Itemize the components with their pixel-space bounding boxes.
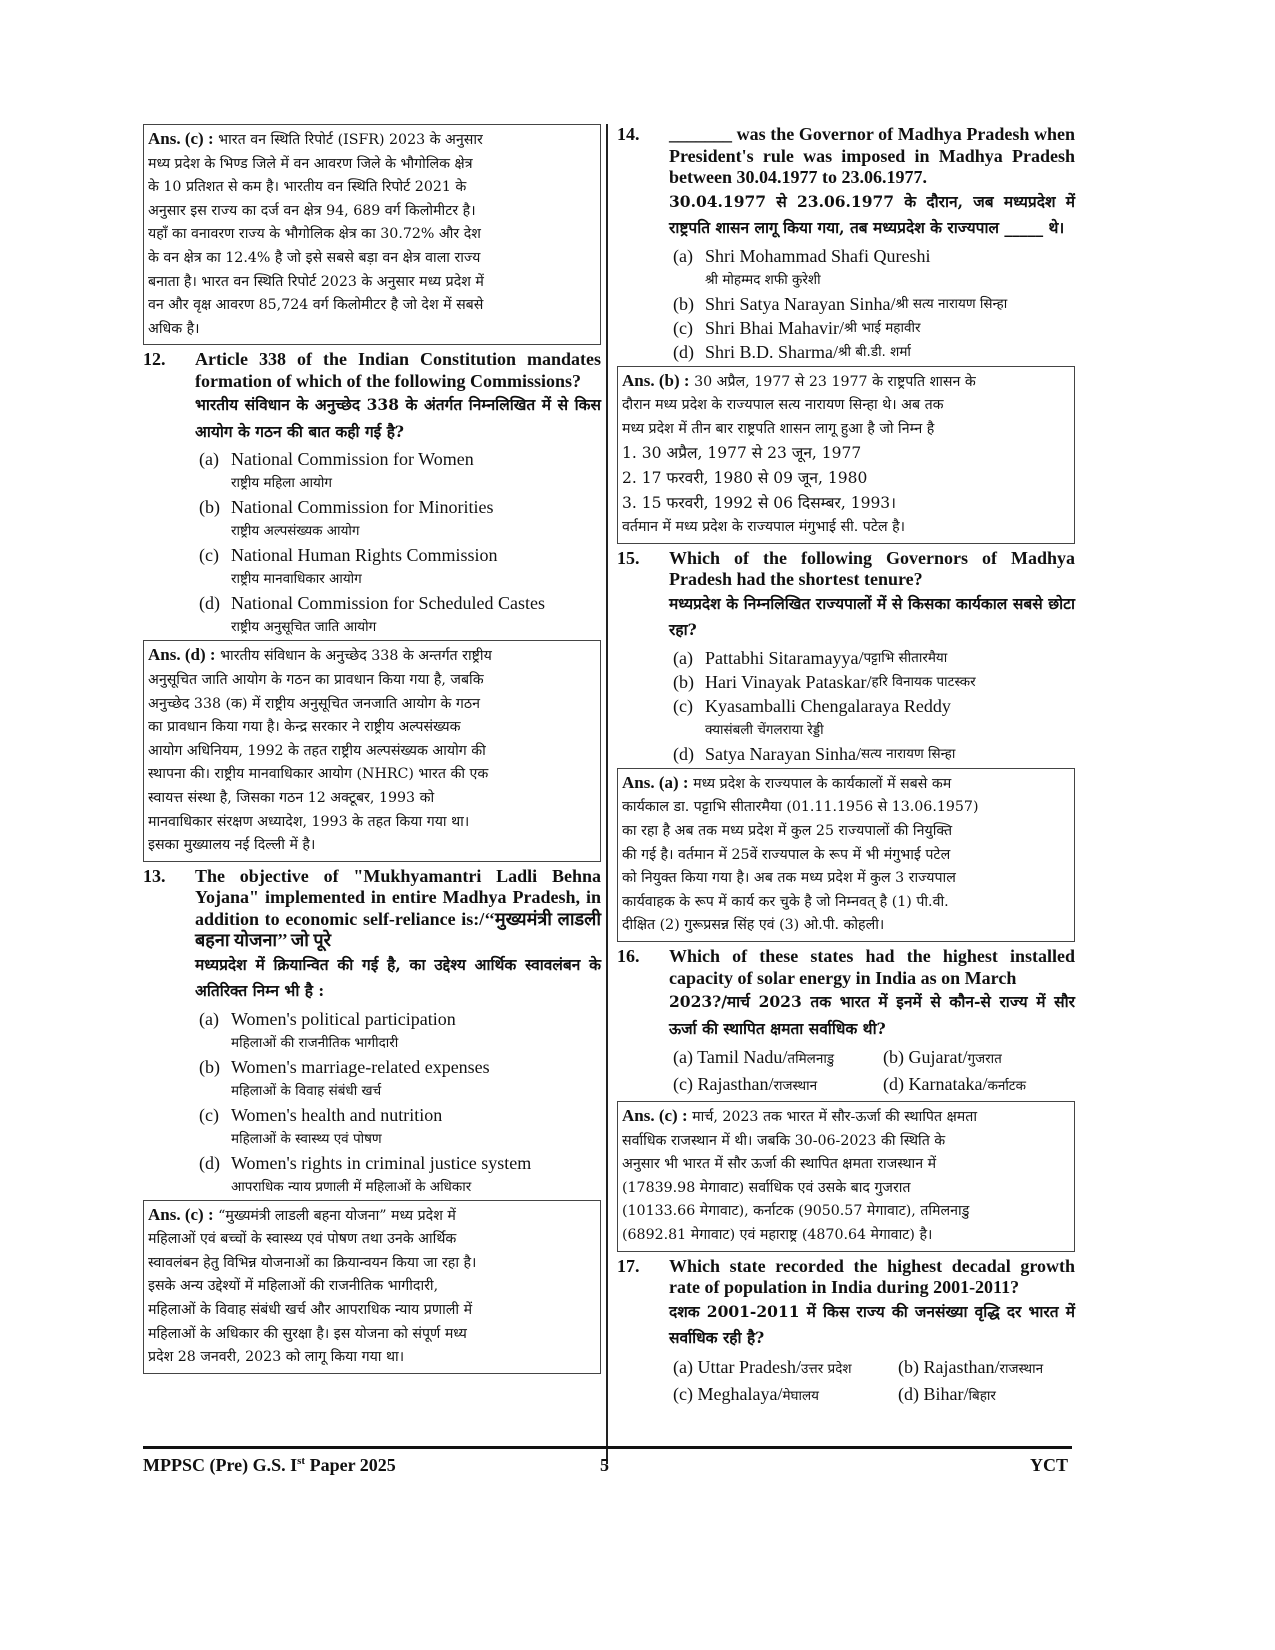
option-d [673, 341, 1075, 364]
option-text-hi: सत्य नारायण सिन्हा [860, 745, 956, 762]
question-text-en: _______ was the Governor of Madhya Pradesh when President's rule was imposed in Madhya Pradesh between 30.04.1977 to 23.06.1977. [669, 124, 1075, 187]
answer-text: अनुसार इस राज्य का दर्ज वन क्षेत्र 94, 689 वर्ग किलोमीटर है। [148, 202, 476, 219]
option-label: (d) [673, 743, 694, 764]
options-q12 [199, 448, 601, 638]
answer-text: यहाँ का वनावरण राज्य के भौगोलिक क्षेत्र का 30.72% और देश [148, 226, 481, 243]
option-c [673, 1382, 898, 1409]
option-text-en: Women's rights in criminal justice system [231, 1152, 532, 1173]
answer-text: कार्यकाल डा. पट्टाभि सीतारमैया (01.11.1956 से 13.06.1957) [622, 799, 979, 816]
option-d [673, 743, 1075, 766]
option-label: (b) [199, 1056, 220, 1077]
option-text-hi: मेघालय [782, 1387, 819, 1404]
answer-text: महिलाओं के विवाह संबंधी खर्च और आपराधिक न्याय प्रणाली में [148, 1302, 473, 1319]
answer-text: 1. 30 अप्रैल, 1977 से 23 जून, 1977 [622, 444, 862, 463]
options-q13 [199, 1008, 601, 1198]
option-text-en: Tamil Nadu/ [697, 1047, 788, 1068]
option-text-en: Kyasamballi Chengalaraya Reddy [705, 695, 951, 716]
option-label: (c) [199, 545, 219, 566]
option-text-en: National Commission for Scheduled Castes [231, 593, 545, 614]
option-d [883, 1072, 1026, 1099]
answer-text: दीक्षित (2) गुरूप्रसन्न सिंह एवं (3) ओ.पी. कोहली। [622, 917, 885, 934]
option-label: (a) [199, 1008, 219, 1029]
option-text-hi: श्री मोहम्मद शफी कुरेशी [705, 271, 821, 288]
option-b [673, 671, 1075, 694]
option-c [673, 695, 1075, 718]
answer-text: मार्च, 2023 तक भारत में सौर-ऊर्जा की स्थापित क्षमता [692, 1109, 978, 1126]
option-b [898, 1355, 1043, 1382]
option-label: (d) [199, 1152, 220, 1173]
option-a [673, 1355, 898, 1382]
option-label: (c) [673, 1074, 693, 1095]
answer-text: के 10 प्रतिशत से कम है। भारतीय वन स्थिति रिपोर्ट 2021 के [148, 179, 467, 196]
option-label: (b) [199, 497, 220, 518]
option-row [673, 1355, 1075, 1382]
answer-text: का रहा है अब तक मध्य प्रदेश में कुल 25 राज्यपालों की नियुक्ति [622, 823, 953, 840]
options-q17 [673, 1355, 1075, 1409]
option-label: (c) [673, 317, 693, 338]
option-label: (b) [898, 1356, 919, 1377]
answer-text: वर्तमान में मध्य प्रदेश के राज्यपाल मंगुभाई सी. पटेल है। [622, 519, 906, 536]
question-14 [617, 124, 1075, 242]
option-text-hi: आपराधिक न्याय प्रणाली में महिलाओं के अधिकार [231, 1178, 472, 1195]
options-q15 [673, 647, 1075, 766]
option-b [199, 496, 601, 519]
option-label: (b) [883, 1047, 904, 1068]
option-label: (a) [673, 647, 693, 668]
option-row [673, 1072, 1075, 1099]
option-text-en: Bihar/ [923, 1383, 969, 1404]
question-text-hi: मध्यप्रदेश में क्रियान्वित की गई है, का उद्देश्य आर्थिक स्वावलंबन के अतिरिक्त निम्न भी है : [195, 954, 601, 1001]
answer-text: कार्यवाहक के रूप में कार्य कर चुके है जो निम्नवत् है (1) पी.वी. [622, 893, 949, 910]
answer-text: दौरान मध्य प्रदेश के राज्यपाल सत्य नारायण सिन्हा थे। अब तक [622, 397, 944, 414]
option-row [673, 1382, 1075, 1409]
option-text-en: Uttar Pradesh/ [697, 1356, 801, 1377]
option-b [883, 1045, 1002, 1072]
question-text-en: Which state recorded the highest decadal growth rate of population in India during 2001-2011? [669, 1255, 1075, 1298]
publisher-name: YCT [1030, 1455, 1069, 1475]
option-label: (a) [673, 1047, 693, 1068]
option-text-en: Gujarat/ [908, 1047, 968, 1068]
option-text-hi: राजस्थान [999, 1360, 1044, 1377]
option-label: (b) [673, 671, 694, 692]
question-number: 13. [143, 865, 166, 886]
left-column [143, 124, 601, 1378]
answer-box-q16 [617, 1101, 1075, 1252]
answer-text: स्थापना की। राष्ट्रीय मानवाधिकार आयोग (NHRC) भारत की एक [148, 766, 489, 783]
answer-text: महिलाओं के अधिकार की सुरक्षा है। इस योजना को संपूर्ण मध्य [148, 1325, 467, 1342]
answer-text: भारत वन स्थिति रिपोर्ट (ISFR) 2023 के अनुसार [218, 132, 483, 148]
question-text-hi: दशक 2001-2011 में किस राज्य की जनसंख्या वृद्धि दर भारत में सर्वाधिक रही है? [669, 1301, 1075, 1348]
option-text-en: Shri Mohammad Shafi Qureshi [705, 245, 931, 266]
option-text-hi: श्री बी.डी. शर्मा [838, 343, 911, 360]
option-text-en: Karnataka/ [908, 1074, 988, 1095]
question-text-hi: भारतीय संविधान के अनुच्छेद 338 के अंतर्गत निम्नलिखित में से किस आयोग के गठन की बात कही गई है? [195, 395, 601, 441]
option-a [673, 1045, 883, 1072]
footer-title-suffix: Paper 2025 [305, 1455, 396, 1475]
answer-text: के वन क्षेत्र का 12.4% है जो इसे सबसे बड़ा वन क्षेत्र वाला राज्य [148, 249, 481, 266]
question-12 [143, 349, 601, 445]
option-text-hi: श्री सत्य नारायण सिन्हा [895, 295, 1008, 312]
answer-text: मानवाधिकार संरक्षण अध्यादेश, 1993 के तहत किया गया था। [148, 813, 470, 830]
option-label: (a) [673, 1356, 693, 1377]
option-text-en: Women's marriage-related expenses [231, 1056, 490, 1077]
question-13 [143, 866, 601, 1005]
option-label: (d) [883, 1074, 904, 1095]
option-d [199, 1152, 601, 1175]
option-label: (c) [673, 695, 693, 716]
answer-box-q15 [617, 768, 1075, 942]
answer-label: Ans. (b) : [622, 370, 690, 390]
footer-exam-title [143, 1455, 396, 1476]
option-text-en: Rajasthan/ [697, 1074, 774, 1095]
question-text-hi: 30.04.1977 से 23.06.1977 के दौरान, जब मध्यप्रदेश में राष्ट्रपति शासन लागू किया गया, तब मध्यप्रदेश के राज्यपाल _____ थे। [669, 191, 1075, 237]
option-text-en: Rajasthan/ [923, 1356, 1000, 1377]
answer-text: आयोग अधिनियम, 1992 के तहत राष्ट्रीय अल्पसंख्यक आयोग की [148, 742, 486, 759]
answer-label: Ans. (c) : [622, 1106, 688, 1126]
answer-text: की गई है। वर्तमान में 25वें राज्यपाल के रूप में भी मंगुभाई पटेल [622, 846, 951, 863]
answer-text: इसके अन्य उद्देश्यों में महिलाओं की राजनीतिक भागीदारी, [148, 1278, 439, 1295]
answer-label: Ans. (d) : [148, 645, 216, 665]
answer-text: (17839.98 मेगावाट) सर्वाधिक एवं उसके बाद गुजरात [622, 1179, 911, 1196]
option-text-en: Satya Narayan Sinha/ [705, 743, 861, 764]
option-text-en: Women's political participation [231, 1008, 456, 1029]
option-label: (b) [673, 293, 694, 314]
question-text-en: Which of these states had the highest installed capacity of solar energy in India as on March [669, 946, 1075, 988]
question-text-hi: 2023?/मार्च 2023 तक भारत में इनमें से कौन-से राज्य में सौर ऊर्जा की स्थापित क्षमता सर्वाधिक थी? [669, 992, 1075, 1038]
footer-title-sup: st [297, 1455, 306, 1467]
option-text-hi: हरि विनायक पाटस्कर [871, 673, 976, 690]
option-text-hi: उत्तर प्रदेश [800, 1360, 852, 1377]
option-a [199, 448, 601, 471]
option-text-hi: राष्ट्रीय महिला आयोग [231, 475, 332, 492]
answer-label: Ans. (c) : [148, 1204, 214, 1224]
option-label: (c) [673, 1383, 693, 1404]
answer-text: वन और वृक्ष आवरण 85,724 वर्ग किलोमीटर है जो देश में सबसे [148, 297, 484, 314]
answer-box-q13 [143, 1200, 601, 1374]
option-text-hi: राजस्थान [773, 1078, 818, 1095]
answer-box-q11 [143, 124, 601, 345]
option-text-hi: राष्ट्रीय अनुसूचित जाति आयोग [231, 619, 377, 636]
column-divider [606, 124, 608, 1464]
option-text-hi: तमिलनाडु [787, 1051, 835, 1068]
option-label: (a) [199, 449, 219, 470]
option-text-hi: क्यासंबली चेंगलराया रेड्डी [705, 721, 824, 738]
footer-title-text: MPPSC (Pre) G.S. I [143, 1455, 298, 1475]
answer-text: (6892.81 मेगावाट) एवं महाराष्ट्र (4870.64 मेगावाट) है। [622, 1227, 933, 1243]
option-text-hi: राष्ट्रीय अल्पसंख्यक आयोग [231, 523, 360, 540]
answer-text: मध्य प्रदेश के राज्यपाल के कार्यकालों में सबसे कम [693, 775, 952, 792]
answer-text: भारतीय संविधान के अनुच्छेद 338 के अन्तर्गत राष्ट्रीय [220, 648, 492, 665]
option-c [199, 1104, 601, 1127]
option-text-hi: महिलाओं के स्वास्थ्य एवं पोषण [231, 1130, 382, 1147]
option-label: (d) [199, 593, 220, 614]
answer-text: मध्य प्रदेश के भिण्ड जिले में वन आवरण जिले के भौगोलिक क्षेत्र [148, 155, 473, 172]
answer-text: मध्य प्रदेश में तीन बार राष्ट्रपति शासन लागू हुआ है जो निम्न है [622, 420, 935, 437]
option-a [673, 245, 1075, 268]
option-text-en: Hari Vinayak Pataskar/ [705, 671, 872, 692]
answer-text: सर्वाधिक राजस्थान में थी। जबकि 30-06-2023 की स्थिति के [622, 1132, 946, 1149]
option-text-en: Shri Bhai Mahavir/ [705, 317, 844, 338]
question-16 [617, 946, 1075, 1042]
option-text-hi: श्री भाई महावीर [843, 319, 921, 336]
option-text-en: National Human Rights Commission [231, 545, 498, 566]
option-text-en: Shri B.D. Sharma/ [705, 341, 838, 362]
option-text-en: National Commission for Minorities [231, 497, 494, 518]
answer-text: बनाता है। भारत वन स्थिति रिपोर्ट 2023 के अनुसार मध्य प्रदेश में [148, 273, 484, 290]
answer-text: 2. 17 फरवरी, 1980 से 09 जून, 1980 [622, 469, 868, 488]
answer-box-q14 [617, 366, 1075, 544]
answer-text: 3. 15 फरवरी, 1992 से 06 दिसम्बर, 1993। [622, 494, 897, 513]
answer-text: प्रदेश 28 जनवरी, 2023 को लागू किया गया था। [148, 1349, 405, 1366]
option-text-en: Women's health and nutrition [231, 1104, 443, 1125]
answer-text: अधिक है। [148, 320, 200, 337]
question-number: 15. [617, 547, 640, 568]
option-b [199, 1056, 601, 1079]
answer-box-q12 [143, 640, 601, 861]
option-label: (a) [673, 245, 693, 266]
option-text-hi: पट्टाभि सीतारमैया [863, 649, 948, 666]
option-text-hi: गुजरात [967, 1051, 1002, 1068]
question-17 [617, 1256, 1075, 1352]
option-a [199, 1008, 601, 1031]
option-text-en: Pattabhi Sitaramayya/ [705, 647, 864, 668]
option-c [673, 317, 1075, 340]
question-number: 14. [617, 124, 640, 144]
option-b [673, 293, 1075, 316]
answer-text: इसका मुख्यालय नई दिल्ली में है। [148, 837, 316, 854]
options-q14 [673, 245, 1075, 364]
option-c [199, 544, 601, 567]
answer-text: अनुच्छेद 338 (क) में राष्ट्रीय अनुसूचित जनजाति आयोग के गठन [148, 695, 481, 712]
option-c [673, 1072, 883, 1099]
answer-text: 30 अप्रैल, 1977 से 23 1977 के राष्ट्रपति शासन के [694, 373, 976, 390]
option-text-hi: कर्नाटक [987, 1078, 1026, 1095]
option-label: (d) [673, 341, 694, 362]
option-text-hi: बिहार [968, 1387, 996, 1404]
option-text-hi: महिलाओं की राजनीतिक भागीदारी [231, 1034, 399, 1051]
answer-label: Ans. (a) : [622, 772, 689, 792]
answer-text: स्वावलंबन हेतु विभिन्न योजनाओं का क्रियान्वयन किया जा रहा है। [148, 1254, 477, 1271]
option-a [673, 647, 1075, 670]
options-q16 [673, 1045, 1075, 1099]
answer-text: (10133.66 मेगावाट), कर्नाटक (9050.57 मेगावाट), तमिलनाडु [622, 1203, 970, 1220]
question-text-en: The objective of "Mukhyamantri Ladli Behna Yojana" implemented in entire Madhya Pradesh, in addition to economic self-reliance is:/‘‘मुख्यमंत्री लाडली बहना योजना’’ जो पूरे [195, 865, 601, 951]
question-number: 12. [143, 349, 166, 370]
question-text-en: Which of the following Governors of Madhya Pradesh had the shortest tenure? [669, 547, 1075, 590]
answer-text: स्वायत्त संस्था है, जिसका गठन 12 अक्टूबर, 1993 को [148, 789, 435, 806]
answer-text: “मुख्यमंत्री लाडली बहना योजना” मध्य प्रदेश में [218, 1207, 456, 1224]
option-text-hi: राष्ट्रीय मानवाधिकार आयोग [231, 571, 362, 588]
option-label: (d) [898, 1383, 919, 1404]
question-text-hi: मध्यप्रदेश के निम्नलिखित राज्यपालों में से किसका कार्यकाल सबसे छोटा रहा? [669, 593, 1075, 640]
option-text-en: Shri Satya Narayan Sinha/ [705, 293, 896, 314]
footer-rule [143, 1446, 1072, 1449]
option-text-en: Meghalaya/ [697, 1383, 783, 1404]
answer-text: को नियुक्त किया गया है। अब तक मध्य प्रदेश में कुल 3 राज्यपाल [622, 870, 956, 887]
question-text-en: Article 338 of the Indian Constitution mandates formation of which of the following Commissions? [195, 349, 601, 391]
answer-text: अनुसूचित जाति आयोग के गठन का प्रावधान किया गया है, जबकि [148, 671, 484, 688]
option-d [898, 1382, 996, 1409]
question-number: 16. [617, 946, 640, 967]
option-d [199, 592, 601, 615]
page-number: 5 [600, 1455, 609, 1475]
right-column [617, 124, 1075, 1409]
answer-label: Ans. (c) : [148, 129, 214, 148]
option-text-hi: महिलाओं के विवाह संबंधी खर्च [231, 1082, 382, 1099]
answer-text: महिलाओं एवं बच्चों के स्वास्थ्य एवं पोषण तथा उनके आर्थिक [148, 1231, 457, 1248]
option-text-en: National Commission for Women [231, 449, 474, 470]
question-15 [617, 548, 1075, 644]
answer-text: अनुसार भी भारत में सौर ऊर्जा की स्थापित क्षमता राजस्थान में [622, 1156, 937, 1173]
question-number: 17. [617, 1255, 640, 1276]
answer-text: का प्रावधान किया गया है। केन्द्र सरकार ने राष्ट्रीय अल्पसंख्यक [148, 719, 461, 736]
option-label: (c) [199, 1104, 219, 1125]
option-row [673, 1045, 1075, 1072]
